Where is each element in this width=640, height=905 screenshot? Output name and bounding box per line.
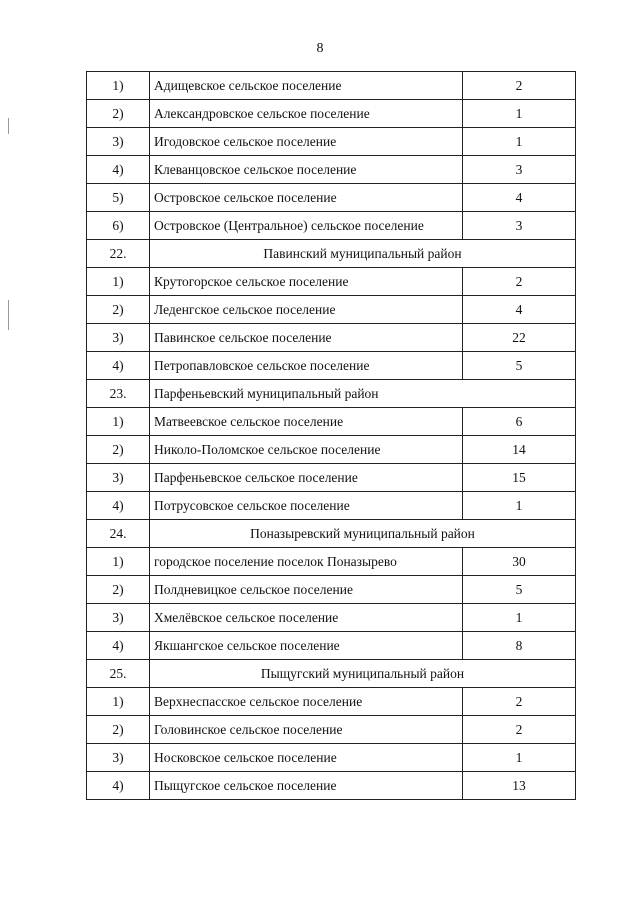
settlement-value: 5 xyxy=(463,576,576,604)
settlement-name: Александровское сельское поселение xyxy=(150,100,463,128)
item-number: 6) xyxy=(87,212,150,240)
settlement-value: 1 xyxy=(463,604,576,632)
settlement-value: 3 xyxy=(463,156,576,184)
settlement-name: Носковское сельское поселение xyxy=(150,744,463,772)
settlement-value: 8 xyxy=(463,632,576,660)
item-number: 1) xyxy=(87,72,150,100)
table-row xyxy=(87,492,576,520)
settlement-name: Крутогорское сельское поселение xyxy=(150,268,463,296)
item-number: 2) xyxy=(87,100,150,128)
table-row xyxy=(87,324,576,352)
district-number: 22. xyxy=(87,240,150,268)
settlement-value: 4 xyxy=(463,184,576,212)
settlement-name: городское поселение поселок Поназырево xyxy=(150,548,463,576)
settlement-name: Полдневицкое сельское поселение xyxy=(150,576,463,604)
table-row xyxy=(87,128,576,156)
settlement-value: 1 xyxy=(463,100,576,128)
item-number: 4) xyxy=(87,352,150,380)
settlement-name: Якшангское сельское поселение xyxy=(150,632,463,660)
district-number: 24. xyxy=(87,520,150,548)
settlement-value: 2 xyxy=(463,268,576,296)
settlement-name: Островское сельское поселение xyxy=(150,184,463,212)
table-row xyxy=(87,772,576,800)
item-number: 3) xyxy=(87,464,150,492)
settlement-value: 15 xyxy=(463,464,576,492)
district-name: Поназыревский муниципальный район xyxy=(150,520,576,548)
district-name: Пыщугский муниципальный район xyxy=(150,660,576,688)
settlement-value: 2 xyxy=(463,688,576,716)
settlement-name: Адищевское сельское поселение xyxy=(150,72,463,100)
settlement-name: Матвеевское сельское поселение xyxy=(150,408,463,436)
settlement-name: Верхнеспасское сельское поселение xyxy=(150,688,463,716)
settlement-name: Головинское сельское поселение xyxy=(150,716,463,744)
item-number: 1) xyxy=(87,548,150,576)
district-name: Парфеньевский муниципальный район xyxy=(150,380,576,408)
settlement-name: Островское (Центральное) сельское поселение xyxy=(150,212,463,240)
item-number: 4) xyxy=(87,772,150,800)
item-number: 1) xyxy=(87,408,150,436)
settlement-value: 14 xyxy=(463,436,576,464)
item-number: 2) xyxy=(87,296,150,324)
table-row xyxy=(87,632,576,660)
district-row xyxy=(87,240,576,268)
settlement-value: 3 xyxy=(463,212,576,240)
table-row xyxy=(87,296,576,324)
table-row xyxy=(87,268,576,296)
item-number: 4) xyxy=(87,492,150,520)
table-row xyxy=(87,744,576,772)
settlement-value: 1 xyxy=(463,744,576,772)
item-number: 2) xyxy=(87,716,150,744)
settlement-name: Николо-Поломское сельское поселение xyxy=(150,436,463,464)
table-row xyxy=(87,688,576,716)
page-number: 8 xyxy=(316,41,324,56)
district-name: Павинский муниципальный район xyxy=(150,240,576,268)
settlement-name: Потрусовское сельское поселение xyxy=(150,492,463,520)
table-row xyxy=(87,212,576,240)
table-body xyxy=(87,72,576,800)
table-row xyxy=(87,408,576,436)
item-number: 2) xyxy=(87,576,150,604)
item-number: 3) xyxy=(87,604,150,632)
table-row xyxy=(87,436,576,464)
item-number: 3) xyxy=(87,324,150,352)
item-number: 4) xyxy=(87,632,150,660)
table-row xyxy=(87,352,576,380)
settlement-value: 1 xyxy=(463,492,576,520)
settlement-value: 22 xyxy=(463,324,576,352)
settlement-name: Игодовское сельское поселение xyxy=(150,128,463,156)
table-row xyxy=(87,184,576,212)
settlements-table xyxy=(86,71,576,800)
table-row xyxy=(87,464,576,492)
table-row xyxy=(87,576,576,604)
settlement-name: Леденгское сельское поселение xyxy=(150,296,463,324)
settlement-value: 4 xyxy=(463,296,576,324)
settlement-name: Павинское сельское поселение xyxy=(150,324,463,352)
table-row xyxy=(87,100,576,128)
settlement-name: Петропавловское сельское поселение xyxy=(150,352,463,380)
settlement-value: 1 xyxy=(463,128,576,156)
settlement-value: 30 xyxy=(463,548,576,576)
table-row xyxy=(87,72,576,100)
settlement-name: Хмелёвское сельское поселение xyxy=(150,604,463,632)
item-number: 1) xyxy=(87,268,150,296)
item-number: 3) xyxy=(87,744,150,772)
margin-mark xyxy=(8,300,9,330)
settlement-value: 2 xyxy=(463,716,576,744)
district-row xyxy=(87,660,576,688)
district-number: 23. xyxy=(87,380,150,408)
item-number: 3) xyxy=(87,128,150,156)
settlement-value: 2 xyxy=(463,72,576,100)
table-row xyxy=(87,548,576,576)
item-number: 4) xyxy=(87,156,150,184)
district-row xyxy=(87,520,576,548)
item-number: 2) xyxy=(87,436,150,464)
table-row xyxy=(87,716,576,744)
item-number: 5) xyxy=(87,184,150,212)
settlement-value: 5 xyxy=(463,352,576,380)
district-row xyxy=(87,380,576,408)
settlement-name: Пыщугское сельское поселение xyxy=(150,772,463,800)
settlement-value: 13 xyxy=(463,772,576,800)
district-number: 25. xyxy=(87,660,150,688)
table-row xyxy=(87,604,576,632)
item-number: 1) xyxy=(87,688,150,716)
settlement-value: 6 xyxy=(463,408,576,436)
table-row xyxy=(87,156,576,184)
settlement-name: Клеванцовское сельское поселение xyxy=(150,156,463,184)
settlement-name: Парфеньевское сельское поселение xyxy=(150,464,463,492)
margin-mark xyxy=(8,118,9,134)
